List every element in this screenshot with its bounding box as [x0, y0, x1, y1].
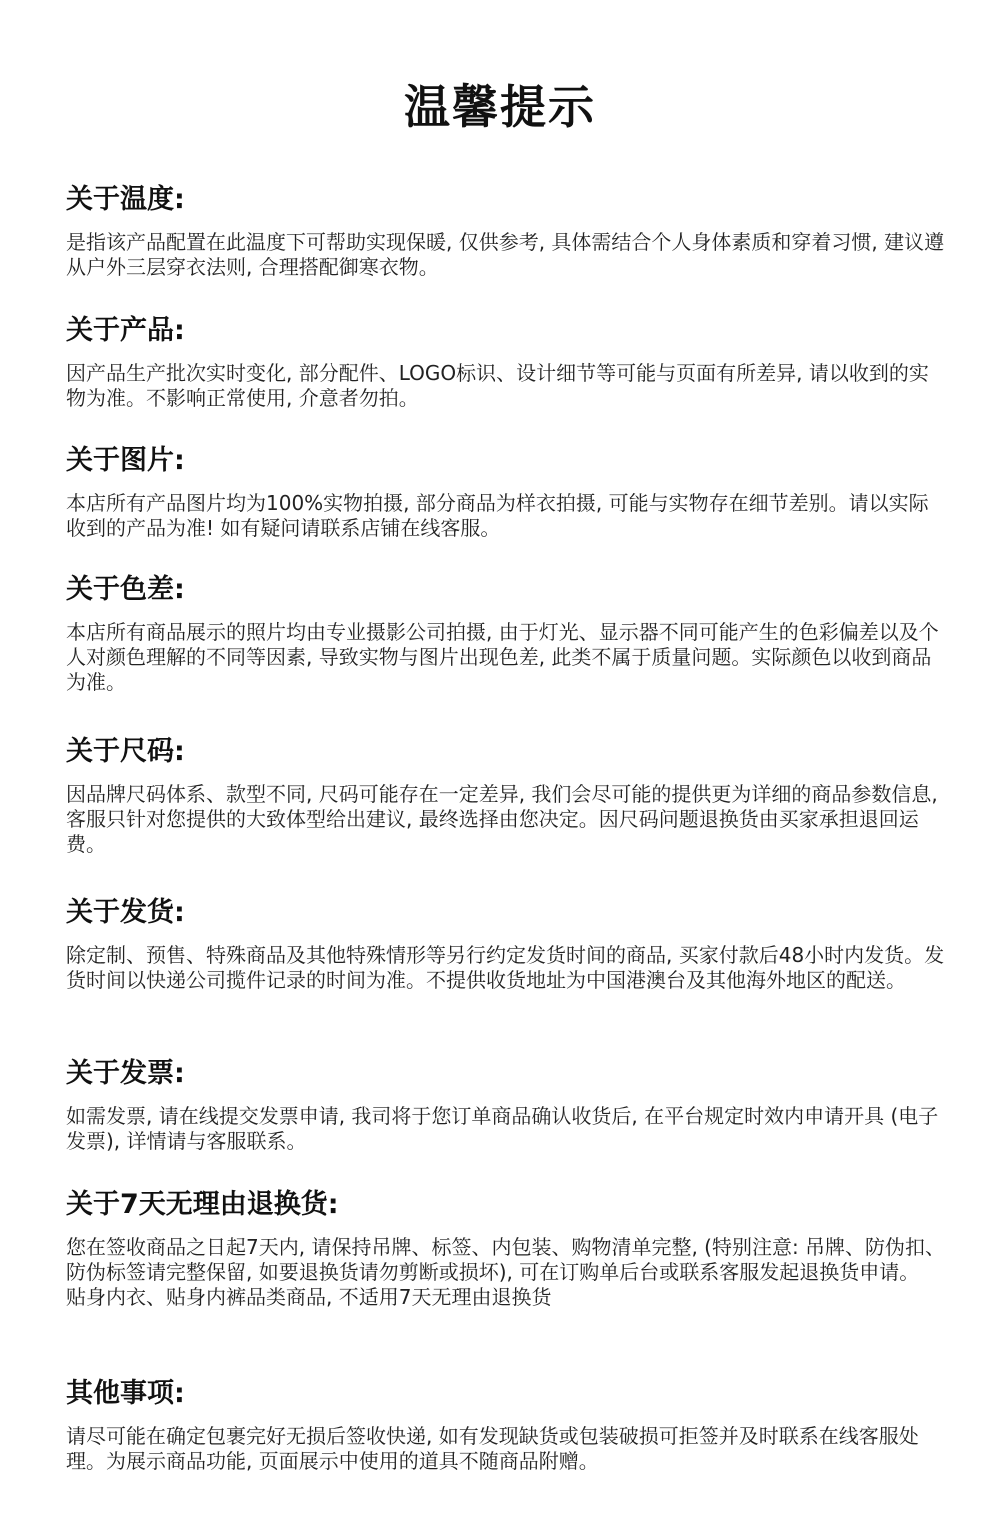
page-title: 温馨提示	[404, 80, 596, 134]
section-7-day-return	[66, 1187, 946, 1310]
section-heading: 关于色差:	[66, 574, 185, 605]
section-body	[66, 1104, 946, 1154]
section-invoice	[66, 1056, 946, 1154]
section-heading: 关于尺码:	[66, 736, 185, 767]
section-paragraph: 如需发票, 请在线提交发票申请, 我司将于您订单商品确认收货后, 在平台规定时效内申请开具 (电子发票), 详情请与客服联系。	[66, 1104, 939, 1153]
section-color-difference	[66, 572, 946, 695]
section-paragraph: 本店所有商品展示的照片均由专业摄影公司拍摄, 由于灯光、显示器不同可能产生的色彩偏差以及个人对颜色理解的不同等因素, 导致实物与图片出现色差, 此类不属于质量问题。实际颜色以收到商品为准。	[66, 620, 939, 694]
section-paragraph: 您在签收商品之日起7天内, 请保持吊牌、标签、内包装、购物清单完整, (特别注意: 吊牌、防伪扣、防伪标签请完整保留, 如要退换货请勿剪断或损坏), 可在订购单后台或联系客服发起退换货申请。	[66, 1235, 946, 1284]
section-heading: 关于图片:	[66, 445, 185, 476]
section-body	[66, 620, 946, 695]
section-body	[66, 1424, 946, 1474]
section-body	[66, 491, 946, 541]
section-temperature	[66, 182, 946, 280]
section-shipping	[66, 895, 946, 993]
section-heading: 关于发票:	[66, 1058, 185, 1089]
section-heading: 其他事项:	[66, 1378, 185, 1409]
section-paragraph: 贴身内衣、贴身内裤品类商品, 不适用7天无理由退换货	[66, 1285, 552, 1309]
section-body	[66, 782, 946, 857]
section-product	[66, 313, 946, 411]
section-size	[66, 734, 946, 857]
section-other-matters	[66, 1376, 946, 1474]
section-heading: 关于发货:	[66, 897, 185, 928]
section-heading: 关于温度:	[66, 184, 185, 215]
section-paragraph: 请尽可能在确定包裹完好无损后签收快递, 如有发现缺货或包装破损可拒签并及时联系在线客服处理。为展示商品功能, 页面展示中使用的道具不随商品附赠。	[66, 1424, 919, 1473]
section-paragraph: 是指该产品配置在此温度下可帮助实现保暖, 仅供参考, 具体需结合个人身体素质和穿着习惯, 建议遵从户外三层穿衣法则, 合理搭配御寒衣物。	[66, 230, 945, 279]
section-body	[66, 943, 946, 993]
section-paragraph: 本店所有产品图片均为100%实物拍摄, 部分商品为样衣拍摄, 可能与实物存在细节差别。请以实际收到的产品为准! 如有疑问请联系店铺在线客服。	[66, 491, 929, 540]
section-body	[66, 230, 946, 280]
section-paragraph: 因产品生产批次实时变化, 部分配件、LOGO标识、设计细节等可能与页面有所差异, 请以收到的实物为准。不影响正常使用, 介意者勿拍。	[66, 361, 929, 410]
section-heading: 关于7天无理由退换货:	[66, 1189, 339, 1220]
section-paragraph: 除定制、预售、特殊商品及其他特殊情形等另行约定发货时间的商品, 买家付款后48小时内发货。发货时间以快递公司揽件记录的时间为准。不提供收货地址为中国港澳台及其他海外地区的配送。	[66, 943, 945, 992]
section-paragraph: 因品牌尺码体系、款型不同, 尺码可能存在一定差异, 我们会尽可能的提供更为详细的商品参数信息, 客服只针对您提供的大致体型给出建议, 最终选择由您决定。因尺码问题退换货由买家承担退回运费。	[66, 782, 938, 856]
section-body	[66, 1235, 946, 1310]
section-body	[66, 361, 946, 411]
section-images	[66, 443, 946, 541]
section-heading: 关于产品:	[66, 315, 185, 346]
